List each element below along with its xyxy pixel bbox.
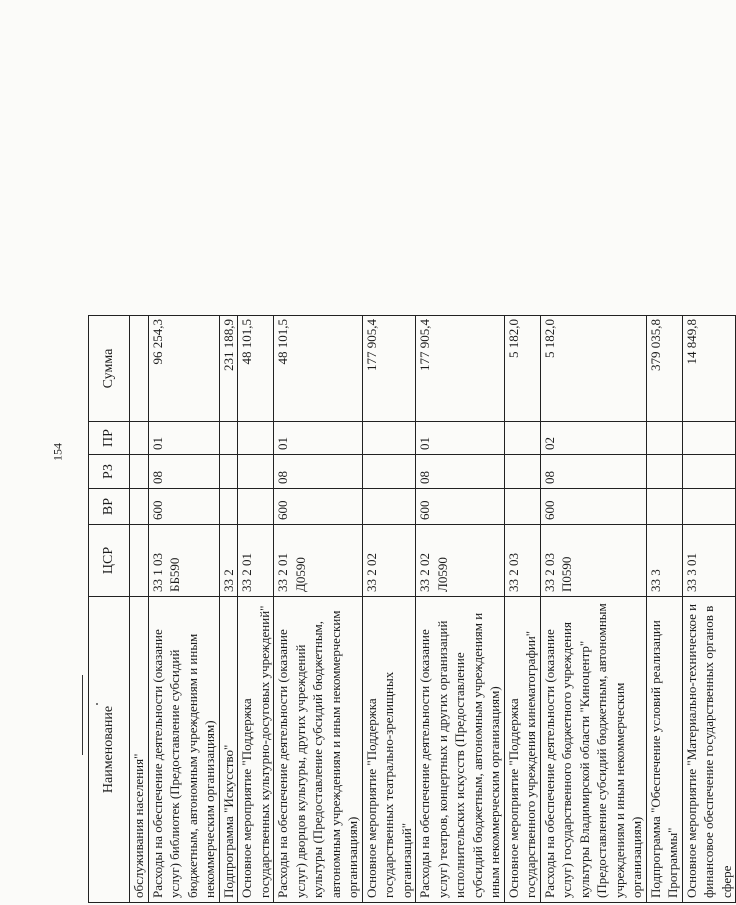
cell-vr: 600 [540, 489, 646, 525]
cell-vr: 600 [274, 489, 363, 525]
cell-rz: 08 [540, 455, 646, 489]
cell-sum: 5 182,0 [540, 316, 646, 422]
cell-rz: 08 [274, 455, 363, 489]
cell-name: Расходы на обеспечение деятельности (оказание услуг) театров, концертных и других организаций исполнительских искусств (Предоставление субсидий бюджетным, автономным учреждениям и иным некоммерческим организациям) [416, 597, 505, 903]
cell-sum: 5 182,0 [504, 316, 540, 422]
cell-pr: 02 [540, 422, 646, 455]
table-row [504, 316, 540, 903]
cell-rz [682, 455, 736, 489]
cell-vr [238, 489, 274, 525]
header-pr: ПР [89, 422, 130, 455]
cell-pr [682, 422, 736, 455]
cell-sum: 48 101,5 [274, 316, 363, 422]
table-row [646, 316, 682, 903]
cell-vr [362, 489, 416, 525]
cell-vr [682, 489, 736, 525]
cell-sum: 379 035,8 [646, 316, 682, 422]
cell-sum [130, 316, 149, 422]
table-row [416, 316, 505, 903]
table-row [362, 316, 416, 903]
cell-rz: 08 [148, 455, 219, 489]
cell-rz [130, 455, 149, 489]
table-row [238, 316, 274, 903]
header-sum: Сумма [89, 316, 130, 422]
cell-csr [130, 525, 149, 597]
cell-rz [646, 455, 682, 489]
cell-pr: 01 [416, 422, 505, 455]
cell-pr [504, 422, 540, 455]
cell-rz [504, 455, 540, 489]
cell-name: Основное мероприятие "Поддержка государственных театрально-зрелищных организаций" [362, 597, 416, 903]
cell-rz: 08 [416, 455, 505, 489]
cell-vr: 600 [148, 489, 219, 525]
cell-name: Основное мероприятие "Поддержка государственных культурно-досуговых учреждений" [238, 597, 274, 903]
cell-csr: 33 2 01 Д0590 [274, 525, 363, 597]
header-name: Наименование [89, 597, 130, 903]
table-row [540, 316, 646, 903]
cell-csr: 33 2 03 [504, 525, 540, 597]
table-row [148, 316, 219, 903]
cell-rz [219, 455, 238, 489]
header-vr: ВР [89, 489, 130, 525]
cell-name: Основное мероприятие "Материально-техническое и финансовое обеспечение государственных органов в сфере [682, 597, 736, 903]
cell-sum: 96 254,3 [148, 316, 219, 422]
cell-sum: 48 101,5 [238, 316, 274, 422]
page-number: 154 [50, 443, 65, 461]
cell-pr: 01 [274, 422, 363, 455]
budget-table [88, 315, 736, 903]
header-csr: ЦСР [89, 525, 130, 597]
cell-name: Подпрограмма "Обеспечение условий реализации Программы" [646, 597, 682, 903]
table-row [130, 316, 149, 903]
cell-csr: 33 2 02 Л0590 [416, 525, 505, 597]
cell-name: Подпрограмма "Искусство" [219, 597, 238, 903]
cell-csr: 33 2 01 [238, 525, 274, 597]
cell-csr: 33 2 03 П0590 [540, 525, 646, 597]
scan-edge-line [82, 675, 83, 755]
cell-sum: 177 905,4 [416, 316, 505, 422]
cell-name: Основное мероприятие "Поддержка государственного учреждения кинематографии" [504, 597, 540, 903]
cell-sum: 231 188,9 [219, 316, 238, 422]
cell-vr [219, 489, 238, 525]
table-header-row [89, 316, 130, 903]
cell-sum: 14 849,8 [682, 316, 736, 422]
budget-table-wrap [88, 315, 736, 903]
cell-vr [646, 489, 682, 525]
table-row [219, 316, 238, 903]
cell-pr [219, 422, 238, 455]
cell-rz [362, 455, 416, 489]
cell-name: обслуживания населения" [130, 597, 149, 903]
cell-vr [504, 489, 540, 525]
cell-pr [362, 422, 416, 455]
cell-pr [646, 422, 682, 455]
table-row [274, 316, 363, 903]
cell-rz [238, 455, 274, 489]
cell-sum: 177 905,4 [362, 316, 416, 422]
cell-csr: 33 2 [219, 525, 238, 597]
cell-csr: 33 1 03 ББ590 [148, 525, 219, 597]
cell-csr: 33 3 [646, 525, 682, 597]
table-row [682, 316, 736, 903]
cell-name: Расходы на обеспечение деятельности (оказание услуг) библиотек (Предоставление субсидий бюджетным, автономным учреждениям и иным некоммерческим организациям) [148, 597, 219, 903]
cell-name: Расходы на обеспечение деятельности (оказание услуг) государственного бюджетного учреждения культуры Владимирской области "Киноцентр" (Предоставление субсидий бюджетным, автономным учреждениям и иным некоммерческим организациям) [540, 597, 646, 903]
cell-pr [130, 422, 149, 455]
cell-vr [130, 489, 149, 525]
cell-vr: 600 [416, 489, 505, 525]
cell-name: Расходы на обеспечение деятельности (оказание услуг) дворцов культуры, других учреждений культуры (Предоставление субсидий бюджетным, автономным учреждениям и иным некоммерческим организациям) [274, 597, 363, 903]
cell-csr: 33 3 01 [682, 525, 736, 597]
header-rz: РЗ [89, 455, 130, 489]
cell-pr: 01 [148, 422, 219, 455]
cell-pr [238, 422, 274, 455]
cell-csr: 33 2 02 [362, 525, 416, 597]
